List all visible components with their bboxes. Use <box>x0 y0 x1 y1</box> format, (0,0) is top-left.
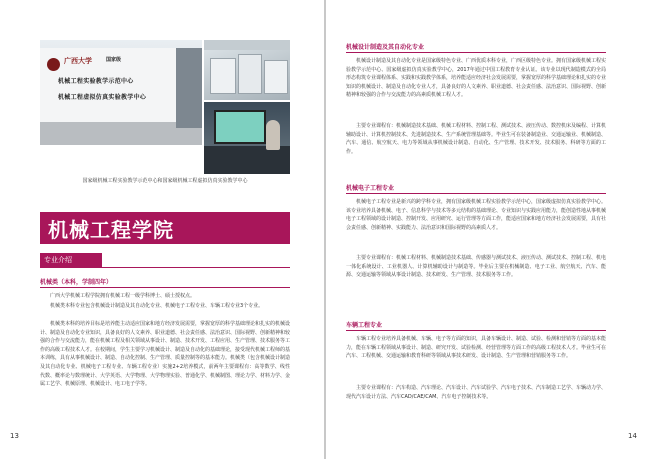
photo-sign-national: 国家级 <box>106 57 122 63</box>
paragraph: 主要专业课程有：机械工程材料、机械制造技术基础、传感器与测试技术、液压传动、测试技术、控制工程、机电一体化系统设计、工业机器人、计算机辅助设计与制造等。毕业后主要在机械制造、电子工业、航空航天、汽车、能源、交通运输等领域从事设计制造、技术研发、生产管理、技术服务等工作。 <box>346 255 607 279</box>
photo-caption: 国家级机械工程实验教学示范中心和国家级机械工程虚拟仿真实验教学中心 <box>82 178 248 184</box>
major-rule-mechatronics <box>346 193 606 194</box>
lab-machines-photo <box>204 40 290 100</box>
major-title-vehicle: 车辆工程专业 <box>346 322 383 329</box>
photo-ceiling <box>204 40 290 50</box>
paragraph: 主要专业课程有：机械制造技术基础、机械工程材料、控制工程、测试技术、液压传动、数控机床及编程、计算机辅助设计、计算机控制技术、先进制造技术、生产系统管理基础等。毕业生可在装备制造业、交通运输业、机械制造、汽车、通信、航空航天、电力等领域从事机械设计制造、自动化、生产管理、技术开发、技术服务、科研等方面的工作。 <box>346 123 607 155</box>
lab-desk <box>204 146 290 174</box>
section-tab: 专业介绍 <box>40 253 102 267</box>
major-title-mechanical: 机械类（本科，学制四年） <box>40 279 113 286</box>
lab-person <box>266 120 280 150</box>
photo-sign-line1: 机械工程实验教学示范中心 <box>58 78 134 85</box>
virtual-lab-photo <box>204 102 290 174</box>
photo-sign-line2: 机械工程虚拟仿真实验教学中心 <box>58 94 147 101</box>
major-rule-mechanical <box>40 287 290 288</box>
major-title-mechatronics: 机械电子工程专业 <box>346 185 395 192</box>
paragraph: 广西大学机械工程学院拥有机械工程一级学科博士、硕士授权点。 <box>50 293 196 299</box>
paragraph: 机械电子工程专业是新兴的跨学科专业，拥有国家级机械工程实验教学示范中心，国家级虚拟仿真实验教学中心。该专业培养具备机械、电子、信息科学与技术等多元结构的基础理论、专业知识与实践应用能力，能创造性地从事机械电子工程领域的设计制造、控制开发、应用研究、运行管理等方面工作，能适应国家和地方经济社会发展需要，具有社会责任感、创新精神、实践能力、法治意识和国际视野的高素质人才。 <box>346 199 607 231</box>
college-title: 机械工程学院 <box>48 218 174 242</box>
major-rule-vehicle <box>346 330 606 331</box>
machine-3 <box>264 60 288 94</box>
paragraph: 机械类本科专业包含机械设计制造及其自动化专业、机械电子工程专业、车辆工程专业3个专业。 <box>50 303 264 309</box>
building-sign-photo <box>40 40 202 145</box>
paragraph: 主要专业课程有：汽车构造、汽车理论、汽车设计、汽车试验学、汽车电子技术、汽车制造工艺学、车辆动力学、现代汽车设计方法、汽车CAD/CAE/CAM、汽车电子控制技术等。 <box>346 385 607 400</box>
page-number: 14 <box>628 432 637 440</box>
left-page <box>0 0 324 459</box>
photo-door <box>176 48 202 128</box>
lab-screen <box>214 110 266 144</box>
machine-1 <box>210 58 236 94</box>
section-rule <box>40 267 290 268</box>
paragraph: 车辆工程专业培养具备机械、车辆、电子等方面的知识，具备车辆设计、制造、试验、检测和营销等方面的基本能力，能在车辆工程领域从事设计、制造、研究开发、试验检测、经营管理等方面工作的高级工程技术人才。毕业生可在汽车、工程机械、交通运输和教育科研等领域从事技术研发、设计制造、生产管理和营销服务等工作。 <box>346 336 607 360</box>
right-page <box>326 0 650 459</box>
university-logo-icon <box>47 58 60 71</box>
paragraph: 机械设计制造及其自动化专业是国家级特色专业、广西优质本科专业，广西区级特色专业。拥有国家级机械工程实验教学示范中心、国家级虚拟仿真实验教学中心，2017年通过中国工程教育专业认证。该专业以现代制造模式的全局形态构筑专业课程体系、实践和实践教学体系，培养能适应经济社会发展需要，掌握宽厚的科学基础理论和扎实的专业知识的机械设计、制造及自动化专业人才，具备良好的人文素养、职业道德、社会责任感、法治意识、国际视野、创新精神和较强的合作与交流能力的高素质机械工程人才。 <box>346 58 607 99</box>
machine-2 <box>238 54 262 94</box>
photo-sign-school: 广西大学 <box>64 56 92 65</box>
paragraph: 机械类本科的培养目标是培养能主动适应国家和地方经济发展需要，掌握宽厚的科学基础理论和扎实的机械设计、制造及自动化专业知识，具备良好的人文素养、职业道德、社会责任感、法治意识、国际视野、创新精神和较强的合作与交流能力，能在机械工程及相关领域从事设计、制造、技术开发、工程应用、生产管理、技术服务等工作的高级工程技术人才。在校期间，学生主要学习机械设计、制造及自动化的基础理论，接受现代机械工程师的基本训练，具有从事机械设计、制造、自动化控制、生产管理、质量控制等的基本能力。机械类（包含机械设计制造及其自动化专业、机械电子工程专业、车辆工程专业）实施2+2培养模式，前两年主要课程有：高等数学、线性代数、概率论与数理统计、大学英语、大学物理、大学物理实验、普通化学、机械制图、理论力学、材料力学、金属工艺学、机械原理、机械设计、电工电子学等。 <box>40 321 291 388</box>
major-title-design: 机械设计制造及其自动化专业 <box>346 44 425 51</box>
page-number: 13 <box>10 432 19 440</box>
major-rule-design <box>346 52 606 53</box>
